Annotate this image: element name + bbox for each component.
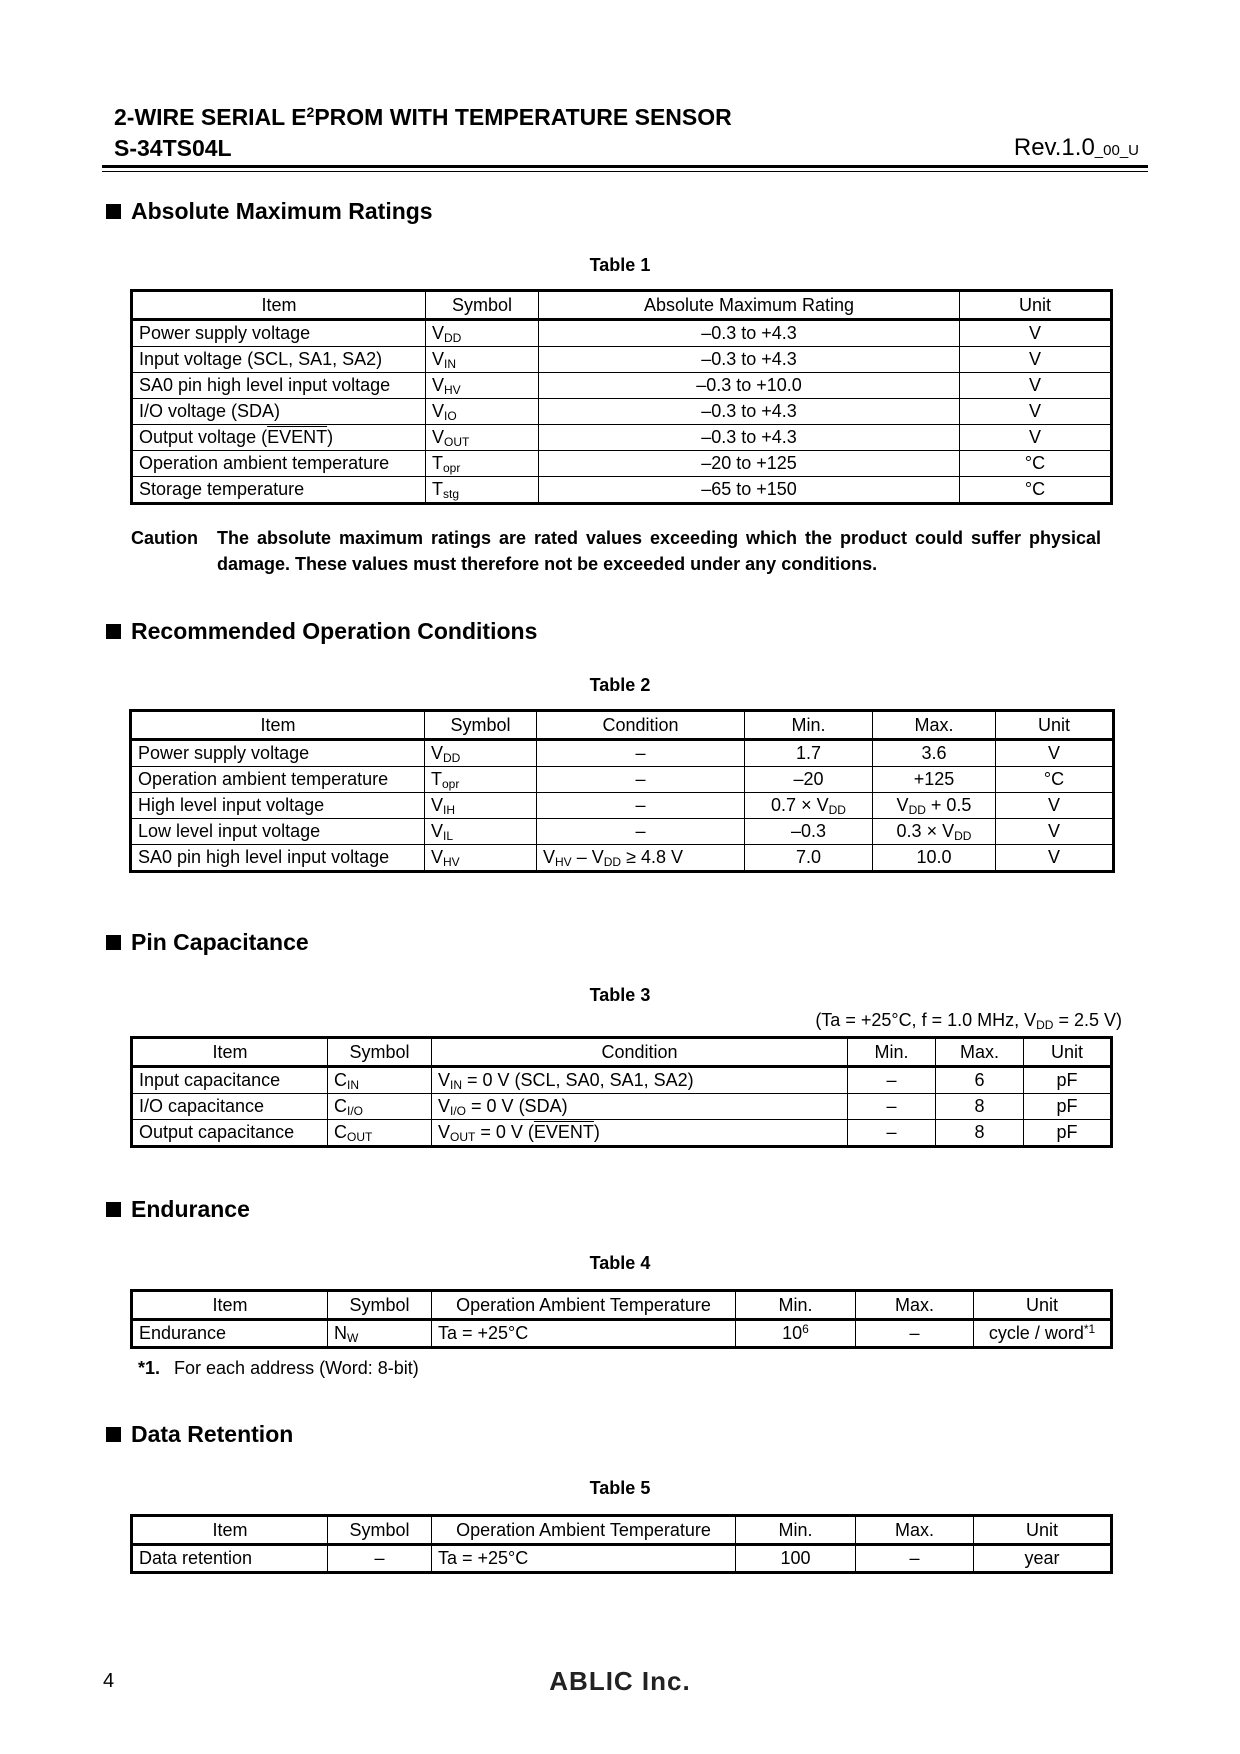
table4-caption: Table 4 [589,1253,651,1273]
cell-unit: pF [1024,1094,1112,1120]
cell-symbol: $V_{HV}$ [426,373,539,399]
cell-symbol: $V_{DD}$ [425,740,537,767]
col-header: Max. [856,1291,974,1320]
table-header-row [132,291,1112,320]
cell-unit: V [996,793,1114,819]
cell-condition: – [537,819,745,845]
cell-rating: –20 to +125 [539,451,960,477]
cell-unit: pF [1024,1120,1112,1147]
square-bullet-icon [106,1427,121,1442]
col-header: Unit [974,1291,1112,1320]
table-header-row [132,1516,1112,1545]
col-header: Item [132,1516,328,1545]
cell-min: – [848,1094,936,1120]
cell-symbol: $C_{I/O}$ [328,1094,432,1120]
cell-max: 8 [936,1120,1024,1147]
table-row [132,425,1112,451]
cell-min: 100 [736,1545,856,1573]
section-heading-pin-capacitance: Pin Capacitance [106,929,309,956]
cell-unit: cycle / word$^{*1}$ [974,1320,1112,1348]
square-bullet-icon [106,624,121,639]
cell-rating: –65 to +150 [539,477,960,504]
cell-symbol: $T_{opr}$ [425,767,537,793]
table-header-row [131,711,1114,740]
col-header: Item [132,1291,328,1320]
table-row [132,1067,1112,1094]
cell-max: 3.6 [873,740,996,767]
page-number: 4 [103,1670,115,1692]
cell-condition: $V_{IN} = 0$ V (SCL, SA0, SA1, SA2) [432,1067,848,1094]
table-row [132,1545,1112,1573]
cell-symbol: $V_{OUT}$ [426,425,539,451]
cell-symbol: $V_{IO}$ [426,399,539,425]
cell-condition: – [537,767,745,793]
section-heading-endurance: Endurance [106,1196,250,1223]
cell-min: 1.7 [745,740,873,767]
cell-unit: pF [1024,1067,1112,1094]
col-header: Symbol [425,711,537,740]
cell-temperature: Ta = +25°C [432,1320,736,1348]
col-header: Operation Ambient Temperature [432,1291,736,1320]
company-logo: ABLIC Inc. [549,1666,691,1696]
cell-item: Data retention [132,1545,328,1573]
cell-condition: – [537,740,745,767]
cell-unit: V [996,819,1114,845]
cell-unit: year [974,1545,1112,1573]
table-row [131,767,1114,793]
cell-item: SA0 pin high level input voltage [131,845,425,872]
col-header: Unit [1024,1038,1112,1067]
col-header: Condition [537,711,745,740]
col-header: Unit [996,711,1114,740]
cell-item: Storage temperature [132,477,426,504]
col-header: Min. [745,711,873,740]
cell-unit: V [996,740,1114,767]
table1-abs-max-ratings [130,289,1113,505]
col-header: Symbol [328,1038,432,1067]
cell-item: Power supply voltage [131,740,425,767]
section-heading-data-retention: Data Retention [106,1421,293,1448]
cell-unit: V [960,347,1112,373]
cell-min: $0.7 \times V_{DD}$ [745,793,873,819]
cell-item: High level input voltage [131,793,425,819]
cell-symbol: $C_{IN}$ [328,1067,432,1094]
col-header: Condition [432,1038,848,1067]
cell-symbol: $V_{IL}$ [425,819,537,845]
cell-rating: –0.3 to +4.3 [539,320,960,347]
part-number: S-34TS04L [114,135,232,161]
square-bullet-icon [106,1202,121,1217]
cell-item: Low level input voltage [131,819,425,845]
col-header: Unit [960,291,1112,320]
cell-condition: – [537,793,745,819]
table-row [131,793,1114,819]
table2-caption: Table 2 [589,675,651,695]
col-header: Unit [974,1516,1112,1545]
cell-symbol: $V_{IN}$ [426,347,539,373]
cell-item: Output capacitance [132,1120,328,1147]
cell-rating: –0.3 to +4.3 [539,399,960,425]
cell-max: – [856,1545,974,1573]
footnote [138,1358,419,1379]
revision: Rev.1.0_00_U [1013,134,1139,161]
col-header: Symbol [328,1291,432,1320]
caution-note [131,525,1101,577]
cell-item: I/O voltage (SDA) [132,399,426,425]
cell-max: 6 [936,1067,1024,1094]
col-header: Symbol [426,291,539,320]
table3-test-conditions: (Ta = +25°C, f = 1.0 MHz, $V_{DD} = 2.5$ V) [815,1010,1122,1032]
table-row [131,845,1114,872]
col-header: Symbol [328,1516,432,1545]
table3-pin-capacitance [130,1036,1113,1148]
cell-min: – [848,1120,936,1147]
cell-condition: $V_{I/O} = 0$ V (SDA) [432,1094,848,1120]
cell-symbol: $T_{stg}$ [426,477,539,504]
col-header: Item [132,1038,328,1067]
cell-min: $10^6$ [736,1320,856,1348]
table-row [132,451,1112,477]
cell-item: Endurance [132,1320,328,1348]
cell-max: $0.3 \times V_{DD}$ [873,819,996,845]
table-header-row [132,1038,1112,1067]
square-bullet-icon [106,204,121,219]
cell-unit: V [960,320,1112,347]
section-heading-recommended: Recommended Operation Conditions [106,618,537,645]
cell-unit: V [960,399,1112,425]
table4-endurance [130,1289,1113,1349]
col-header: Item [131,711,425,740]
cell-temperature: Ta = +25°C [432,1545,736,1573]
cell-item: Output voltage (EVENT) [132,425,426,451]
col-header: Max. [936,1038,1024,1067]
cell-symbol: $V_{IH}$ [425,793,537,819]
cell-symbol: $V_{HV}$ [425,845,537,872]
cell-symbol: $V_{DD}$ [426,320,539,347]
cell-item: Operation ambient temperature [132,451,426,477]
table-row [132,1094,1112,1120]
table5-caption: Table 5 [589,1478,651,1498]
caution-label: Caution [131,528,198,548]
header-rule-thick [102,165,1148,168]
table-row [132,320,1112,347]
cell-symbol: $N_W$ [328,1320,432,1348]
col-header: Max. [873,711,996,740]
table-row [132,399,1112,425]
cell-item: I/O capacitance [132,1094,328,1120]
cell-max: 10.0 [873,845,996,872]
cell-unit: °C [996,767,1114,793]
cell-rating: –0.3 to +4.3 [539,347,960,373]
cell-max: $V_{DD} + 0.5$ [873,793,996,819]
cell-max: +125 [873,767,996,793]
col-header: Item [132,291,426,320]
table-row [131,740,1114,767]
table5-data-retention [130,1514,1113,1574]
cell-min: – [848,1067,936,1094]
cell-unit: V [960,373,1112,399]
cell-item: Power supply voltage [132,320,426,347]
footnote-label: *1. [138,1358,161,1378]
cell-max: 8 [936,1094,1024,1120]
col-header: Absolute Maximum Rating [539,291,960,320]
col-header: Min. [736,1516,856,1545]
square-bullet-icon [106,935,121,950]
col-header: Operation Ambient Temperature [432,1516,736,1545]
table-row [131,819,1114,845]
cell-item: Input voltage (SCL, SA1, SA2) [132,347,426,373]
cell-unit: V [996,845,1114,872]
table3-caption: Table 3 [589,985,651,1005]
cell-item: Operation ambient temperature [131,767,425,793]
section-heading-abs-max: Absolute Maximum Ratings [106,198,433,225]
header-rule-thin [102,171,1148,172]
cell-min: –0.3 [745,819,873,845]
cell-unit: V [960,425,1112,451]
cell-max: – [856,1320,974,1348]
cell-symbol: $T_{opr}$ [426,451,539,477]
cell-condition: $V_{HV} - V_{DD} \ge 4.8$ V [537,845,745,872]
cell-symbol: – [328,1545,432,1573]
document-title: 2-WIRE SERIAL $E^2PROM$ WITH TEMPERATURE SENSOR [114,104,732,130]
table-row [132,1320,1112,1348]
cell-item: Input capacitance [132,1067,328,1094]
table-row [132,373,1112,399]
cell-unit: °C [960,477,1112,504]
col-header: Max. [856,1516,974,1545]
footnote-text: For each address (Word: 8-bit) [174,1358,419,1378]
table-row [132,477,1112,504]
table-header-row [132,1291,1112,1320]
cell-rating: –0.3 to +10.0 [539,373,960,399]
col-header: Min. [848,1038,936,1067]
cell-min: 7.0 [745,845,873,872]
cell-item: SA0 pin high level input voltage [132,373,426,399]
cell-rating: –0.3 to +4.3 [539,425,960,451]
cell-symbol: $C_{OUT}$ [328,1120,432,1147]
table2-recommended-conditions [129,709,1115,873]
table-row [132,347,1112,373]
caution-text: The absolute maximum ratings are rated values exceeding which the product could suffer physical damage. These values must therefore not be exceeded under any conditions. [217,528,1101,574]
cell-condition: $V_{OUT} = 0$ V (EVENT) [432,1120,848,1147]
col-header: Min. [736,1291,856,1320]
cell-min: –20 [745,767,873,793]
cell-unit: °C [960,451,1112,477]
table-row [132,1120,1112,1147]
table1-caption: Table 1 [589,255,651,275]
